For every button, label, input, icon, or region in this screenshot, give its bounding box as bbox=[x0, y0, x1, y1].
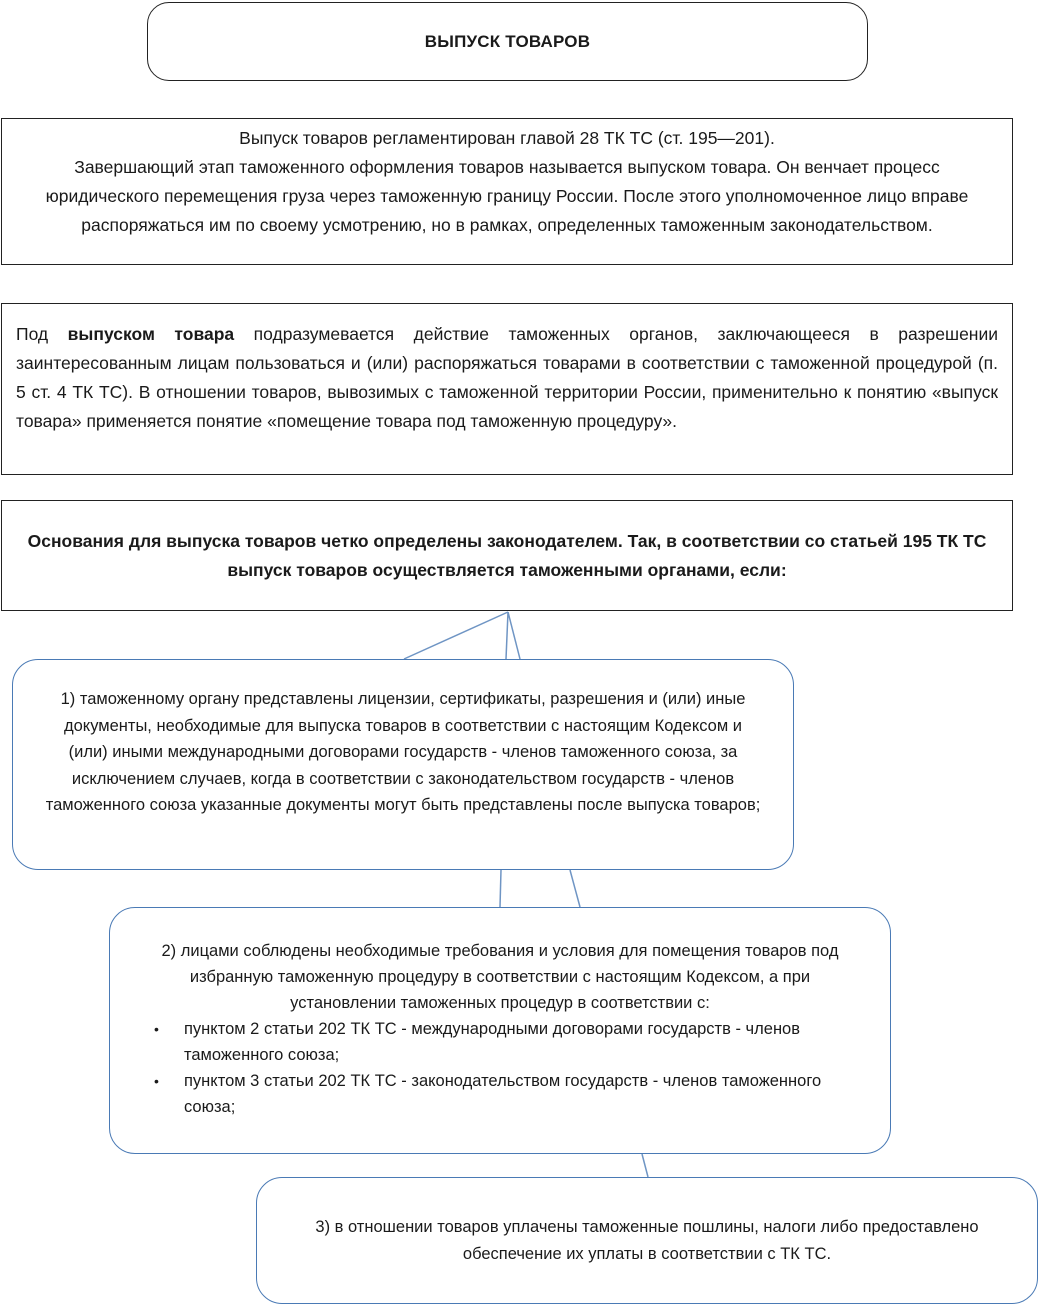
bullet-icon: • bbox=[154, 1021, 159, 1037]
condition-1-text: 1) таможенному органу представлены лицензии, сертификаты, разрешения и (или) иные документы, необходимые для выпуска товаров в соответствии с настоящим Кодексом и (или) иными международными договорами государств - членов таможенного союза, за исключением случаев, когда в соответствии с законодательством государств - членов таможенного союза указанные документы могут быть представлены после выпуска товаров; bbox=[45, 690, 761, 814]
definition-text: подразумевается действие таможенных органов, заключающееся в разрешении заинтересованным лицам пользоваться и (или) распоряжаться товарами в соответствии с таможенной процедурой (п. 5 ст. 4 ТК ТС). В отношении товаров, вывозимых с таможенной территории России, применительно к понятию «выпуск товара» применяется понятие «помещение товара под таможенную процедуру». bbox=[16, 324, 999, 431]
connector-basis-to-cond1-left bbox=[404, 612, 508, 659]
bullet-icon: • bbox=[154, 1073, 159, 1089]
definition-box bbox=[1, 303, 1013, 475]
definition-term: выпуском товара bbox=[67, 324, 235, 344]
connector-basis-to-cond1-right bbox=[508, 612, 520, 659]
condition-2-bullet-list bbox=[132, 1016, 868, 1120]
condition-2-lead: 2) лицами соблюдены необходимые требования и условия для помещения товаров под избранную таможенную процедуру в соответствии с настоящим Кодексом, а при установлении таможенных процедур в соответствии с: bbox=[161, 942, 839, 1012]
connector-cond2-to-cond3 bbox=[642, 1154, 648, 1177]
basis-text: Основания для выпуска товаров четко определены законодателем. Так, в соответствии со статьей 195 ТК ТС выпуск товаров осуществляется таможенными органами, если: bbox=[27, 531, 987, 580]
condition-2-bullet-1 bbox=[154, 1016, 868, 1068]
condition-2-bullet-2 bbox=[154, 1068, 868, 1120]
intro-line-2: Завершающий этап таможенного оформления товаров называется выпуском товара. Он венчает процесс юридического перемещения груза через таможенную границу России. После этого уполномоченное лицо вправе распоряжаться им по своему усмотрению, но в рамках, определенных таможенным законодательством. bbox=[45, 157, 969, 235]
title-box bbox=[147, 2, 868, 81]
diagram-title: ВЫПУСК ТОВАРОВ bbox=[424, 31, 591, 51]
condition-2-box bbox=[109, 907, 891, 1154]
basis-box bbox=[1, 500, 1013, 611]
connector-basis-to-cond1-center bbox=[506, 612, 508, 659]
condition-2-bullet-1-text: пунктом 2 статьи 202 ТК ТС - международными договорами государств - членов таможенного союза; bbox=[184, 1020, 800, 1064]
definition-prefix: Под bbox=[16, 324, 68, 344]
connector-cond1-to-cond2-left bbox=[500, 870, 501, 907]
condition-3-text: 3) в отношении товаров уплачены таможенные пошлины, налоги либо предоставлено обеспечение их уплаты в соответствии с ТК ТС. bbox=[315, 1218, 979, 1263]
connector-cond1-to-cond2-right bbox=[570, 870, 580, 907]
condition-2-bullet-2-text: пунктом 3 статьи 202 ТК ТС - законодательством государств - членов таможенного союза; bbox=[184, 1072, 822, 1116]
condition-1-box bbox=[12, 659, 794, 870]
intro-box bbox=[1, 118, 1013, 265]
condition-3-box bbox=[256, 1177, 1038, 1304]
intro-line-1: Выпуск товаров регламентирован главой 28 ТК ТС (ст. 195—201). bbox=[239, 128, 775, 148]
